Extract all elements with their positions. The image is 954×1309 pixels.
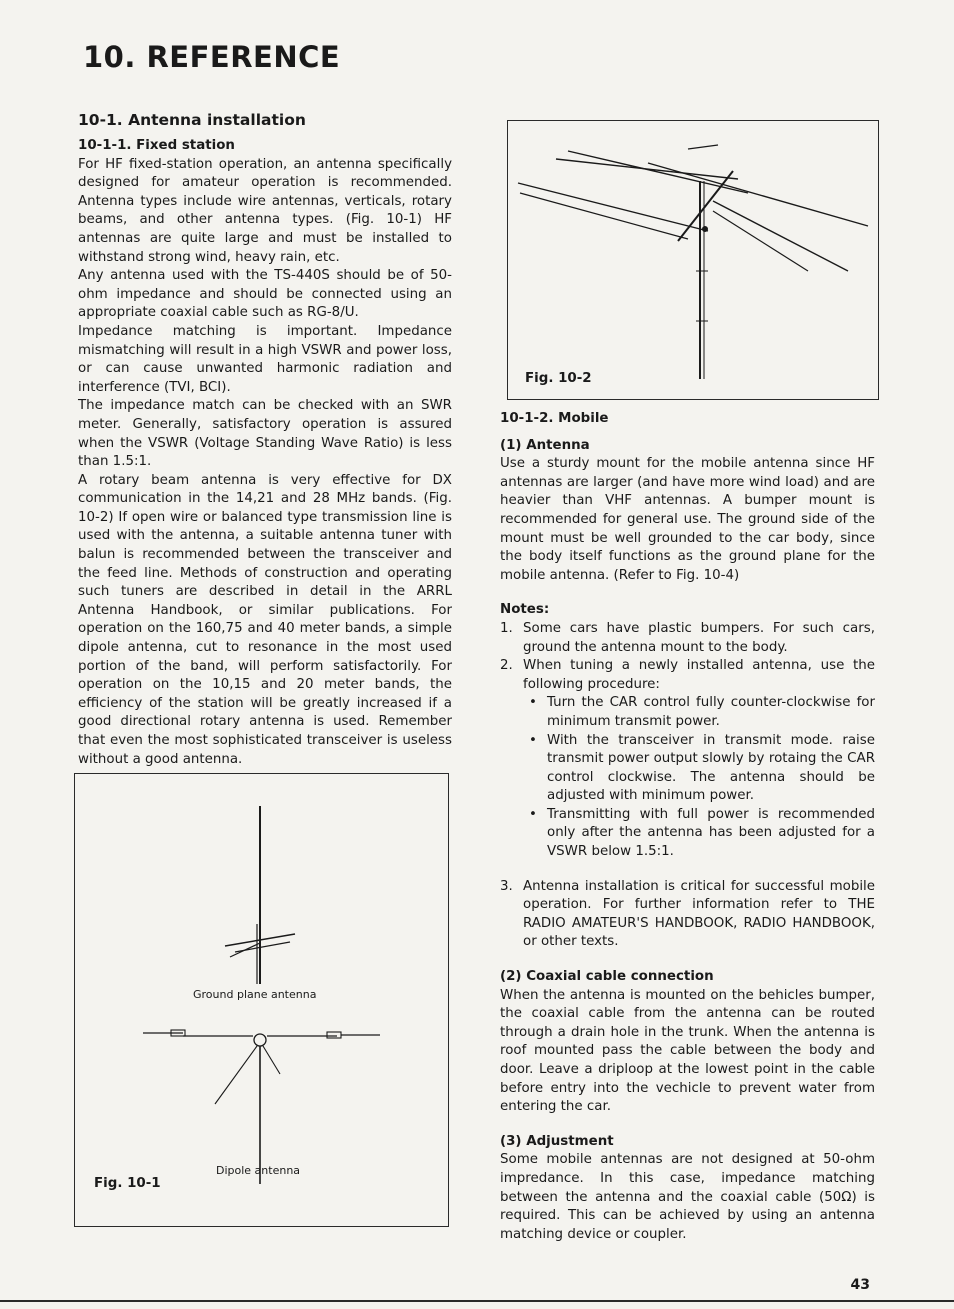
figure-10-2 bbox=[507, 120, 879, 400]
section-title-antenna-installation: 10-1. Antenna installation bbox=[78, 111, 306, 129]
paragraph: Use a sturdy mount for the mobile antenna since HF antennas are larger (and have more wind load) and are heavier than VHF antennas. A bumper mount is recommended for general use. The ground side of the mount must be well grounded to the car body, since the body itself functions as the ground plane for the mobile antenna. (Refer to Fig. 10-4) bbox=[500, 456, 875, 583]
subsection-title-mobile: 10-1-2. Mobile bbox=[500, 411, 609, 426]
figure-10-1-label: Fig. 10-1 bbox=[94, 1176, 161, 1191]
dipole-antenna-caption: Dipole antenna bbox=[216, 1164, 301, 1177]
paragraph: Impedance matching is important. Impedance mismatching will result in a high VSWR and power loss, or can cause unwanted harmonic radiation and interference (TVI, BCI). bbox=[78, 323, 452, 395]
coaxial-cable-heading: (2) Coaxial cable connection bbox=[500, 969, 714, 985]
list-text: Some cars have plastic bumpers. For such cars, ground the antenna mount to the body. bbox=[523, 620, 875, 655]
page-title: 10. REFERENCE bbox=[83, 40, 341, 74]
procedure-list bbox=[503, 694, 875, 861]
list-text: When tuning a newly installed antenna, use the following procedure: bbox=[523, 658, 875, 692]
figure-10-1 bbox=[74, 773, 449, 1227]
page-number: 43 bbox=[850, 1277, 870, 1293]
list-item bbox=[500, 620, 875, 657]
notes-list bbox=[500, 620, 875, 952]
list-number: 2. bbox=[500, 658, 513, 674]
paragraph: For HF fixed-station operation, an antenna specifically designed for amateur operation is recommended. Antenna types include wire antennas, verticals, rotary beams, and other antenna types. (Fig. 10-1) HF antennas are quite large and must be installed to withstand strong wind, heavy rain, etc. bbox=[78, 156, 452, 265]
list-item bbox=[500, 657, 875, 862]
left-column bbox=[78, 110, 452, 769]
paragraph: When the antenna is mounted on the behicles bumper, the coaxial cable from the antenna can be routed through a drain hole in the trunk. When the antenna is roof mounted pass the cable between the body and door. Leave a driploop at the lowest point in the cable before entry into the vechicle to prevent water from entering the car. bbox=[500, 987, 875, 1115]
list-number: 3. bbox=[500, 878, 513, 894]
antenna-heading: (1) Antenna bbox=[500, 437, 590, 453]
paragraph: The impedance match can be checked with an SWR meter. Generally, satisfactory operation is assured when the VSWR (Voltage Standing Wave Ratio) is less than 1.5:1. bbox=[78, 398, 452, 470]
bottom-rule bbox=[0, 1300, 954, 1302]
notes-heading: Notes: bbox=[500, 602, 550, 618]
ground-plane-antenna-caption: Ground plane antenna bbox=[193, 988, 317, 1001]
figure-10-2-label: Fig. 10-2 bbox=[525, 371, 592, 386]
paragraph: A rotary beam antenna is very effective for DX communication in the 14,21 and 28 MHz bands. (Fig. 10-2) If open wire or balanced type transmission line is used with the antenna, a suitable antenna tuner with balun is recommended between the transceiver and the feed line. Methods of construction and operating such tuners are described in detail in the ARRL Antenna Handbook, or similar publications. For operation on the 160,75 and 40 meter bands, a simple dipole antenna, cut to resonance in the most used portion of the band, will perform satisfactorily. For operation on the 10,15 and 20 meter bands, the efficiency of the station will be greatly increased if a good directional rotary antenna is used. Remember that even the most sophisticated transceiver is useless without a good antenna. bbox=[78, 472, 452, 767]
right-column bbox=[500, 410, 875, 1244]
list-number: 1. bbox=[500, 620, 513, 636]
bullet-item: • With the transceiver in transmit mode. raise transmit power output slowly by rotaing the CAR control clockwise. The antenna should be adjusted with minimum power. bbox=[523, 732, 875, 806]
bullet-item: • Transmitting with full power is recommended only after the antenna has been adjusted for a VSWR below 1.5:1. bbox=[523, 806, 875, 862]
paragraph: Any antenna used with the TS-440S should be of 50-ohm impedance and should be connected using an appropriate coaxial cable such as RG-8/U. bbox=[78, 268, 452, 321]
paragraph: Some mobile antennas are not designed at 50-ohm impredance. In this case, impedance matching between the antenna and the coaxial cable (50Ω) is required. This can be achieved by using an antenna matching device or coupler. bbox=[500, 1152, 875, 1242]
rotary-beam-antenna-diagram bbox=[508, 121, 878, 399]
subsection-title-fixed-station: 10-1-1. Fixed station bbox=[78, 138, 235, 153]
list-item bbox=[500, 878, 875, 952]
list-text: Antenna installation is critical for successful mobile operation. For further information refer to THE RADIO AMATEUR'S HANDBOOK, RADIO HANDBOOK, or other texts. bbox=[523, 878, 875, 950]
adjustment-heading: (3) Adjustment bbox=[500, 1133, 614, 1149]
bullet-item: • Turn the CAR control fully counter-clockwise for minimum transmit power. bbox=[523, 694, 875, 731]
